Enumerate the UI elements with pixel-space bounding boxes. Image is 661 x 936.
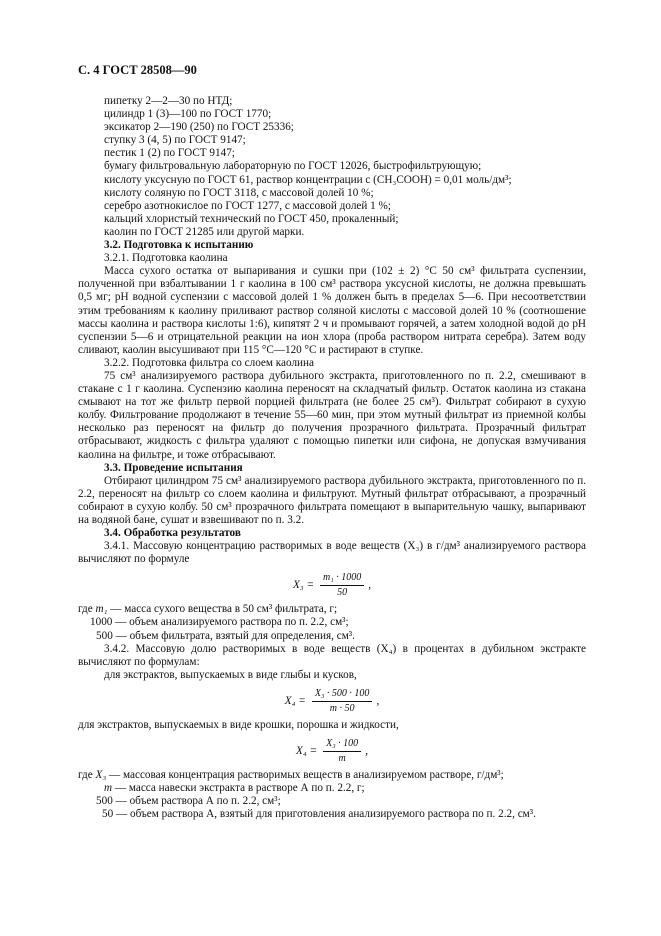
where-row bbox=[78, 782, 586, 795]
subsection-title-3-2-2: 3.2.2. Подготовка фильтра со слоем каолина bbox=[104, 356, 314, 369]
formula-tail: , bbox=[365, 744, 368, 757]
equipment-item: каолин по ГОСТ 21285 или другой марки. bbox=[104, 225, 305, 238]
where-list-2 bbox=[78, 769, 586, 821]
equipment-item: бумагу фильтровальную лабораторную по ГОСТ 12026, быстрофильтрующую; bbox=[104, 160, 482, 173]
where-prefix: где bbox=[78, 603, 93, 616]
section-heading-3-3: 3.3. Проведение испытания bbox=[104, 461, 243, 474]
where-text: — объем анализируемого раствора по п. 2.2, см³; bbox=[115, 616, 349, 629]
formula-tail: , bbox=[376, 694, 380, 707]
where-text: — объем раствора А по п. 2.2, см³; bbox=[115, 795, 281, 808]
equipment-item: ступку 3 (4, 5) по ГОСТ 9147; bbox=[104, 134, 246, 147]
where-text: — объем раствора А, взятый для приготовления анализируемого раствора по п. 2.2, см³. bbox=[115, 808, 536, 821]
where-symbol: 50 bbox=[102, 808, 114, 821]
where-symbol: 500 bbox=[96, 795, 113, 808]
where-symbol: m₁ bbox=[95, 603, 108, 616]
where-symbol: m bbox=[104, 782, 113, 795]
formula-x4-powder bbox=[78, 738, 586, 765]
formula-fraction bbox=[323, 738, 361, 765]
equipment-list bbox=[78, 95, 586, 239]
formula-numerator: X₃ · 100 bbox=[323, 738, 361, 752]
where-row bbox=[78, 769, 586, 782]
where-symbol: X₃ bbox=[95, 769, 107, 782]
formula-denominator: 50 bbox=[337, 587, 348, 599]
where-row bbox=[78, 603, 586, 616]
equipment-item: кальций хлористый технический по ГОСТ 450, прокаленный; bbox=[104, 212, 399, 225]
formula-numerator: m₁ · 1000 bbox=[320, 572, 364, 586]
equipment-item: эксикатор 2—190 (250) по ГОСТ 25336; bbox=[104, 121, 294, 134]
equipment-item: пестик 1 (2) по ГОСТ 9147; bbox=[104, 147, 235, 160]
equipment-item: цилиндр 1 (3)—100 по ГОСТ 1770; bbox=[104, 108, 272, 121]
formula-denominator: m · 50 bbox=[329, 702, 355, 714]
paragraph-3-4-2: 3.4.2. Массовую долю растворимых в воде веществ (X₄) в процентах в дубильном экстракте вычисляют по формулам: bbox=[78, 642, 586, 668]
section-heading-3-4: 3.4. Обработка результатов bbox=[104, 527, 241, 540]
formula-x3 bbox=[78, 572, 586, 599]
where-row bbox=[78, 795, 586, 808]
where-row bbox=[78, 630, 586, 643]
formula-x4-lump bbox=[78, 688, 586, 715]
where-text: — масса навески экстракта в растворе А по п. 2.2, г; bbox=[114, 782, 365, 795]
where-text: — объем фильтрата, взятый для определения, см³. bbox=[115, 629, 355, 642]
formula-denominator: m bbox=[338, 753, 346, 765]
formula-lhs: X₄ = bbox=[296, 744, 318, 757]
equipment-item: серебро азотнокислое по ГОСТ 1277, с массовой долей 1 %; bbox=[104, 199, 391, 212]
where-symbol: 500 bbox=[96, 629, 113, 642]
paragraph-3-3: Отбирают цилиндром 75 см³ анализируемого раствора дубильного экстракта, приготовленного по п. 2.2, переносят на фильтр со слоем каолина и фильтруют. Мутный фильтрат отбрасывают, а прозрачный собирают в сухую колбу. 50 см³ прозрачного фильтрата помещают в выпарительную чашку, выпаривают на водяной бане, сушат и взвешивают по п. 3.2. bbox=[78, 474, 586, 526]
page-header: С. 4 ГОСТ 28508—90 bbox=[78, 63, 197, 77]
paragraph-3-2-1: Масса сухого остатка от выпаривания и сушки при (102 ± 2) °С 50 см³ фильтрата суспензии, полученной при взбалтывании 1 г каолина в 100 см³ раствора уксусной кислоты, не должна превышать 0,5 мг; pH водной суспензии с массовой долей 1 % должен быть в пределах 5—6. При несоответствии этим требованиям к каолину приливают раствор соляной кислоты с массовой долей 10 % (соотношение массы каолина и раствора кислоты 1:6), кипятят 2 ч и промывают горячей, а затем холодной водой до pH суспензии 5—6 и отрицательной реакции на ион хлора (проба раствором нитрата серебра). Затем воду сливают, каолин высушивают при 115 °С—120 °С и растирают в ступке. bbox=[78, 265, 586, 356]
formula-numerator: X₃ · 500 · 100 bbox=[312, 688, 373, 702]
equipment-item: кислоту соляную по ГОСТ 3118, с массовой долей 10 %; bbox=[104, 186, 374, 199]
subsection-title-3-2-1: 3.2.1. Подготовка каолина bbox=[104, 252, 228, 265]
document-body bbox=[78, 95, 586, 821]
where-list-1 bbox=[78, 603, 586, 642]
formula-tail: , bbox=[368, 579, 372, 592]
where-prefix: где bbox=[78, 769, 93, 782]
where-text: — массовая концентрация растворимых веществ в анализируемом растворе, г/дм³; bbox=[109, 769, 504, 782]
formula-fraction bbox=[320, 572, 364, 599]
case-lump: для экстрактов, выпускаемых в виде глыбы и кусков, bbox=[104, 668, 357, 681]
formula-lhs: X₃ = bbox=[292, 579, 315, 592]
paragraph-3-4-1: 3.4.1. Массовую концентрацию растворимых в воде веществ (X₃) в г/дм³ анализируемого раствора вычисляют по формуле bbox=[78, 540, 586, 566]
section-heading-3-2: 3.2. Подготовка к испытанию bbox=[104, 239, 254, 252]
formula-lhs: X₄ = bbox=[284, 694, 306, 707]
where-row bbox=[78, 808, 586, 821]
where-text: — масса сухого вещества в 50 см³ фильтрата, г; bbox=[110, 603, 338, 616]
case-powder: для экстрактов, выпускаемых в виде крошки, порошка и жидкости, bbox=[78, 718, 399, 731]
equipment-item: кислоту уксусную по ГОСТ 61, раствор концентрации c (CH₃COOH) = 0,01 моль/дм³; bbox=[104, 173, 512, 186]
where-symbol: 1000 bbox=[90, 616, 113, 629]
where-row bbox=[78, 616, 586, 629]
paragraph-3-2-2: 75 см³ анализируемого раствора дубильного экстракта, приготовленного по п. 2.2, смешивают в стакане с 1 г каолина. Суспензию каолина переносят на складчатый фильтр. Остаток каолина из стакана смывают на тот же фильтр первой порцией фильтрата (не более 25 см³). Фильтрат собирают в сухую колбу. Фильтрование продолжают в течение 55—60 мин, при этом мутный фильтрат из приемной колбы несколько раз переносят на фильтр до получения прозрачного фильтрата. Прозрачный фильтрат отбрасывают, жидкость с фильтра удаляют с помощью пипетки или сифона, не допуская взмучивания каолина на фильтре, и тоже отбрасывают. bbox=[78, 369, 586, 461]
equipment-item: пипетку 2—2—30 по НТД; bbox=[104, 95, 233, 107]
formula-fraction bbox=[312, 688, 373, 715]
